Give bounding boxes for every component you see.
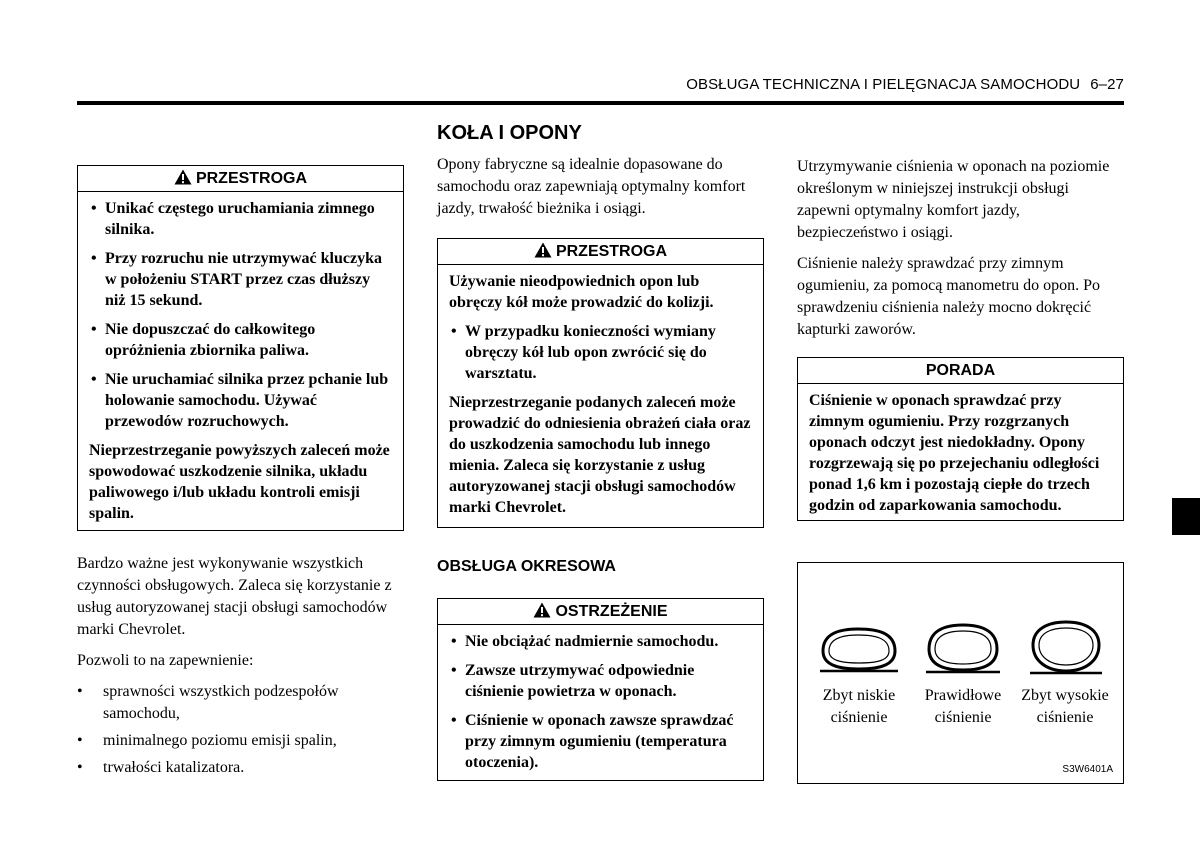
tire-pressure-figure xyxy=(797,562,1124,784)
warning-box-header xyxy=(438,239,763,265)
tip-box xyxy=(797,357,1124,521)
warning-box-header xyxy=(78,166,403,192)
ensure-paragraph: Pozwoli to na zapewnienie: xyxy=(77,652,254,669)
warning-item: • Przy rozruchu nie utrzymywać kluczyka w położeniu START przez czas dłuższy niż 15 sekund. xyxy=(89,248,393,311)
warning-body xyxy=(78,192,403,524)
caution-body xyxy=(438,625,763,773)
figure-code: S3W6401A xyxy=(1062,764,1113,775)
caution-heading: OSTRZEŻENIE xyxy=(555,603,668,620)
warning-triangle-icon xyxy=(174,169,192,185)
warning-box-tires xyxy=(437,238,764,528)
warning-list xyxy=(449,321,753,384)
warning-heading: PRZESTROGA xyxy=(555,243,668,260)
tip-box-header: PORADA xyxy=(798,358,1123,384)
page-number: 6–27 xyxy=(1090,76,1124,93)
caption-overinflated: Zbyt wysokie ciśnienie xyxy=(1021,687,1109,726)
tire-illustration xyxy=(798,563,1122,782)
tire-correct-icon xyxy=(926,625,1000,672)
caption-underinflated: Zbyt niskie ciśnienie xyxy=(822,687,896,726)
tip-text: Ciśnienie w oponach sprawdzać przy zimnym ogumieniu. Przy rozgrzanych oponach odczyt jest niedokładny. Opony rozgrzewają się po przejechaniu odległości ponad 1,6 km i pozostają ciepłe do trzech godzin od zaparkowania samochodu. xyxy=(809,392,1100,514)
warning-triangle-icon xyxy=(533,602,551,618)
header-title: OBSŁUGA TECHNICZNA I PIELĘGNACJA SAMOCHODU xyxy=(686,76,1081,93)
maintenance-text xyxy=(77,553,404,784)
subsection-title: OBSŁUGA OKRESOWA xyxy=(437,558,616,575)
ensure-item: • sprawności wszystkich podzespołów samochodu, xyxy=(77,681,404,725)
caution-box-header xyxy=(438,599,763,625)
caution-item: • Nie obciążać nadmiernie samochodu. xyxy=(449,631,753,652)
ensure-item: • trwałości katalizatora. xyxy=(77,757,404,779)
warning-heading: PRZESTROGA xyxy=(195,170,308,187)
warning-item: • Nie uruchamiać silnika przez pchanie lub holowanie samochodu. Używać przewodów rozruchowych. xyxy=(89,369,393,432)
warning-lead: Używanie nieodpowiednich opon lub obręczy kół może prowadzić do kolizji. xyxy=(449,273,714,311)
caution-item: • Zawsze utrzymywać odpowiednie ciśnienie powietrza w oponach. xyxy=(449,660,753,702)
caution-list xyxy=(449,631,753,773)
ensure-item: • minimalnego poziomu emisji spalin, xyxy=(77,730,404,752)
warning-footer: Nieprzestrzeganie podanych zaleceń może prowadzić do odniesienia obrażeń ciała oraz do uszkodzenia samochodu lub innego mienia. Zaleca się korzystanie z usług autoryzowanej stacji obsługi samochodów marki Chevrolet. xyxy=(449,394,751,516)
ensure-list xyxy=(77,681,404,779)
caution-box xyxy=(437,598,764,781)
warning-item: • Unikać częstego uruchamiania zimnego silnika. xyxy=(89,198,393,240)
warning-box-engine xyxy=(77,165,404,531)
caution-item: • Ciśnienie w oponach zawsze sprawdzać przy zimnym ogumieniu (temperatura otoczenia). xyxy=(449,710,753,773)
running-header xyxy=(78,76,1124,93)
tires-intro-text: Opony fabryczne są idealnie dopasowane do samochodu oraz zapewniają optymalny komfort jazdy, trwałość bieżnika i osiągi. xyxy=(437,156,746,217)
maintenance-paragraph: Bardzo ważne jest wykonywanie wszystkich czynności obsługowych. Zaleca się korzystanie z usług autoryzowanej stacji obsługi samochodów marki Chevrolet. xyxy=(77,555,392,638)
warning-body xyxy=(438,265,763,518)
tip-body xyxy=(798,384,1123,516)
tire-overinflated-icon xyxy=(1030,622,1102,673)
warning-footer: Nieprzestrzeganie powyższych zaleceń może spowodować uszkodzenie silnika, układu paliwowego i/lub układu kontroli emisji spalin. xyxy=(89,442,390,522)
tire-underinflated-icon xyxy=(820,629,898,671)
tires-intro xyxy=(437,154,764,229)
section-title: KOŁA I OPONY xyxy=(437,122,582,144)
header-rule xyxy=(77,101,1124,105)
pressure-text xyxy=(797,156,1124,350)
check-paragraph: Ciśnienie należy sprawdzać przy zimnym ogumieniu, za pomocą manometru do opon. Po sprawdzeniu ciśnienia należy mocno dokręcić kapturki zaworów. xyxy=(797,255,1101,338)
warning-triangle-icon xyxy=(534,242,552,258)
chapter-tab-marker xyxy=(1172,498,1200,535)
caption-correct: Prawidłowe ciśnienie xyxy=(924,687,1002,726)
pressure-paragraph: Utrzymywanie ciśnienia w oponach na poziomie określonym w niniejszej instrukcji obsługi zapewni optymalny komfort jazdy, bezpieczeństwo i osiągi. xyxy=(797,158,1110,241)
warning-item: • Nie dopuszczać do całkowitego opróżnienia zbiornika paliwa. xyxy=(89,319,393,361)
warning-list xyxy=(89,198,393,432)
warning-item: • W przypadku konieczności wymiany obręczy kół lub opon zwrócić się do warsztatu. xyxy=(449,321,753,384)
